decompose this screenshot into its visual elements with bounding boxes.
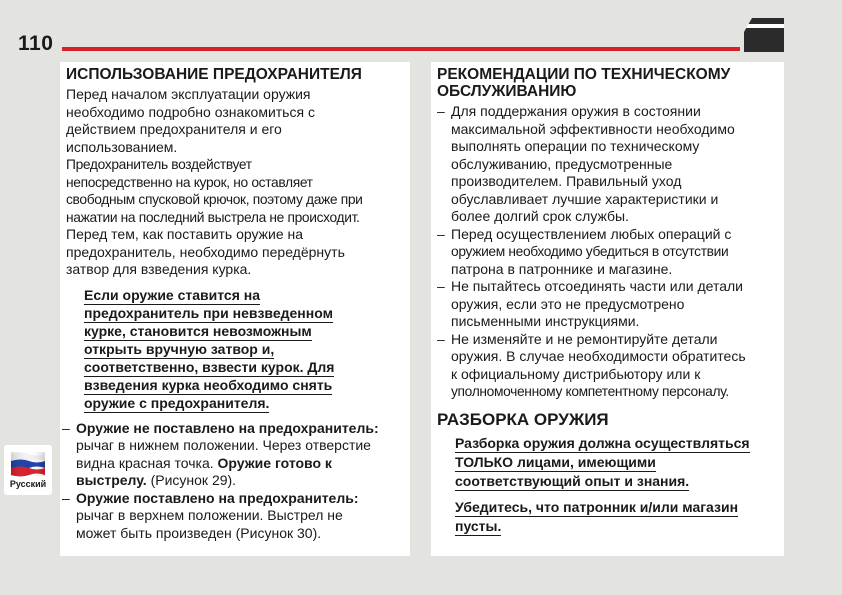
maintenance-list xyxy=(437,103,781,401)
maintenance-line: выполнять операции по техническому xyxy=(451,138,700,154)
dash-bullet: – xyxy=(62,489,70,506)
para1-line: Перед началом эксплуатации оружия xyxy=(66,86,311,102)
safety-on-line: рычаг в верхнем положении. Выстрел не xyxy=(76,507,343,523)
disassembly-warning xyxy=(455,434,781,491)
maintenance-line: максимальной эффективности необходимо xyxy=(451,120,735,137)
safety-warning xyxy=(84,286,406,412)
safety-off-line: видна красная точка. xyxy=(76,454,214,471)
safety-on-line: может быть произведен (Рисунок 30). xyxy=(76,524,322,541)
para2-line: свободным спусковой крючок, поэтому даже при xyxy=(66,192,363,207)
safety-on-item xyxy=(62,490,406,543)
safety-off-item xyxy=(62,420,406,490)
maintenance-line: обуславливает лучшие характеристики и xyxy=(451,190,719,207)
maintenance-line: к официальному дистрибьютору или к xyxy=(451,365,701,382)
warning-line: взведения курка необходимо снять xyxy=(84,376,333,393)
para1-line: использованием. xyxy=(66,138,178,155)
warning-line: соответствующий опыт и знания. xyxy=(455,472,690,489)
russian-flag-icon xyxy=(9,451,47,477)
maintenance-item xyxy=(437,103,781,226)
disassembly-heading: РАЗБОРКА ОРУЖИЯ xyxy=(437,409,609,429)
ready-to-fire-text: Оружие готово к xyxy=(217,454,332,471)
maintenance-line: Не пытайтесь отсоединять части или детали xyxy=(451,278,743,294)
maintenance-line: оружием необходимо убедиться в отсутствии xyxy=(451,244,729,259)
safety-off-title: Оружие не поставлено на предохранитель: xyxy=(76,419,379,436)
warning-line: Разборка оружия должна осуществляться xyxy=(455,434,750,451)
maintenance-item xyxy=(437,331,781,401)
safety-off-line: рычаг в нижнем положении. Через отверстие xyxy=(76,437,371,453)
maintenance-line: производителем. Правильный уход xyxy=(451,173,682,189)
warning-line: оружие с предохранителя. xyxy=(84,394,270,411)
para3-line: предохранитель, необходимо передёрнуть xyxy=(66,243,345,260)
dash-bullet: – xyxy=(437,225,445,242)
para3-line: затвор для взведения курка. xyxy=(66,261,252,277)
safety-on-title: Оружие поставлено на предохранитель: xyxy=(76,489,359,506)
language-label: Русский xyxy=(9,479,47,489)
dash-bullet: – xyxy=(62,419,70,436)
maintenance-line: оружия, если это не предусмотрено xyxy=(451,295,685,312)
right-column xyxy=(431,62,784,556)
maintenance-item xyxy=(437,226,781,279)
para2-line: непосредственно на курок, но оставляет xyxy=(66,174,313,190)
maintenance-heading: РЕКОМЕНДАЦИИ ПО ТЕХНИЧЕСКОМУ xyxy=(437,66,731,83)
maintenance-heading: ОБСЛУЖИВАНИЮ xyxy=(437,83,577,100)
warning-line: предохранитель при невзведенном xyxy=(84,304,333,321)
chamber-check-warning xyxy=(455,498,781,536)
safety-intro xyxy=(66,86,406,279)
warning-line: Убедитесь, что патронник и/или магазин xyxy=(455,498,739,515)
ready-to-fire-text: выстрелу. xyxy=(76,472,147,488)
maintenance-line: Перед осуществлением любых операций с xyxy=(451,225,732,242)
maintenance-line: оружия. В случае необходимости обратитесь xyxy=(451,348,746,364)
figure-ref: (Рисунок 29). xyxy=(150,472,237,488)
warning-line: открыть вручную затвор и, xyxy=(84,340,275,357)
warning-line: соответственно, взвести курок. Для xyxy=(84,358,335,375)
dash-bullet: – xyxy=(437,278,445,294)
maintenance-line: письменными инструкциями. xyxy=(451,313,640,329)
maintenance-item xyxy=(437,278,781,331)
header-red-rule xyxy=(62,47,740,51)
safety-heading: ИСПОЛЬЗОВАНИЕ ПРЕДОХРАНИТЕЛЯ xyxy=(66,66,362,83)
page-number: 110 xyxy=(18,32,54,55)
para3-line: Перед тем, как поставить оружие на xyxy=(66,226,304,242)
para2-line: Предохранитель воздействует xyxy=(66,157,252,172)
maintenance-line: Для поддержания оружия в состоянии xyxy=(451,103,701,119)
maintenance-line: уполномоченному компетентному персоналу. xyxy=(451,384,729,399)
left-column xyxy=(60,62,410,556)
maintenance-line: обслуживанию, предусмотренные xyxy=(451,155,673,172)
para1-line: необходимо подробно ознакомиться с xyxy=(66,103,315,120)
dash-bullet: – xyxy=(437,330,445,347)
maintenance-line: патрона в патроннике и магазине. xyxy=(451,260,673,277)
warning-line: курке, становится невозможным xyxy=(84,322,312,339)
para1-line: действием предохранителя и его xyxy=(66,121,282,137)
language-tab[interactable] xyxy=(4,445,52,495)
corner-tab-mark xyxy=(744,18,784,52)
maintenance-line: Не изменяйте и не ремонтируйте детали xyxy=(451,330,718,347)
warning-line: Если оружие ставится на xyxy=(84,286,260,303)
dash-bullet: – xyxy=(437,103,445,119)
maintenance-line: более долгий срок службы. xyxy=(451,208,629,224)
para2-line: нажатии на последний выстрела не происходит. xyxy=(66,209,360,225)
warning-line: пусты. xyxy=(455,517,502,534)
warning-line: ТОЛЬКО лицами, имеющими xyxy=(455,453,656,470)
